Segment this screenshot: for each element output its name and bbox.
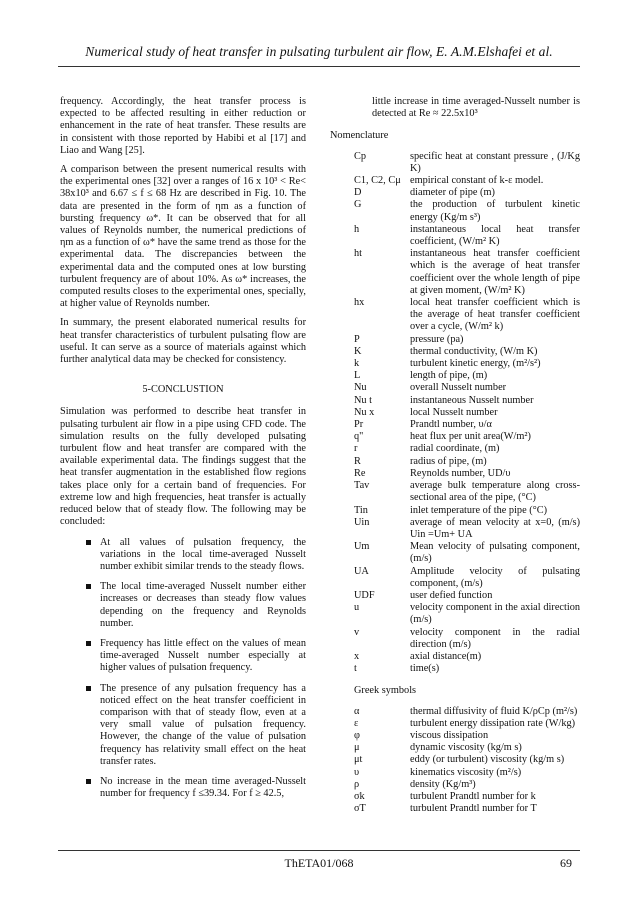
left-column	[60, 96, 306, 808]
paragraph: frequency. Accordingly, the heat transfer process is expected to be affected resulting in either reduction or enhancement in the rate of heat transfer. These results are in consistent with those reported by Habibi et al [17] and Liao and Wang [25].	[60, 96, 306, 156]
header-rule	[58, 66, 580, 67]
definition: velocity component in the radial direction (m/s)	[410, 626, 580, 650]
nomenclature-row	[354, 431, 580, 443]
nomenclature-row	[354, 395, 580, 407]
symbol: ht	[354, 248, 363, 260]
nomenclature-list	[330, 151, 580, 676]
nomenclature-row	[354, 468, 580, 480]
symbol: P	[354, 333, 360, 345]
section-title: 5-CONCLUSTION	[142, 384, 224, 396]
nomenclature-row	[354, 175, 580, 187]
definition: instantaneous Nusselt number	[410, 394, 534, 406]
nomenclature-row	[354, 517, 580, 541]
definition: turbulent Prandtl number for k	[410, 790, 536, 802]
nomenclature-row	[354, 627, 580, 651]
nomenclature-row	[354, 742, 580, 754]
symbol: L	[354, 370, 361, 382]
symbol: Tav	[354, 480, 370, 492]
conclusion-intro: Simulation was performed to describe heat transfer in pulsating turbulent air flow in a pipe using CFD code. The simulation results on the fully developed pulsating turbulent flow and heat transfer are compared with the available experimental data. The findings suggest that the heat transfer augmentation in the established flow regions takes place only for a certain band of frequencies. For extreme low and high frequencies, heat transfer is actually reduced below that of steady flow. The following may be concluded:	[60, 406, 306, 528]
definition: specific heat at constant pressure , (J/Kg K)	[410, 150, 580, 174]
symbol: q"	[354, 431, 364, 443]
square-bullet-icon	[86, 686, 91, 691]
nomenclature-row	[354, 480, 580, 504]
definition: pressure (pa)	[410, 333, 464, 345]
list-item	[60, 581, 306, 630]
symbol: σk	[354, 790, 365, 802]
nomenclature-row	[354, 334, 580, 346]
definition: Amplitude velocity of pulsating component, (m/s)	[410, 565, 580, 589]
nomenclature-row	[354, 718, 580, 730]
conclusion-list	[60, 537, 306, 801]
nomenclature-row	[354, 566, 580, 590]
list-item-text: The local time-averaged Nusselt number either increases or decreases than steady flow values depending on the frequency and Reynolds number.	[100, 581, 306, 629]
nomenclature-row	[354, 370, 580, 382]
nomenclature-row	[354, 541, 580, 565]
greek-symbols-title: Greek symbols	[354, 685, 417, 697]
symbol: υ	[354, 766, 360, 778]
symbol: φ	[354, 729, 360, 741]
footer-label: ThETA01/068	[284, 856, 354, 870]
definition: heat flux per unit area(W/m²)	[410, 431, 531, 443]
symbol: R	[354, 455, 361, 467]
nomenclature-row	[354, 803, 580, 815]
list-item-text: No increase in the mean time averaged-Nusselt number for frequency f ≤39.34. For f ≥ 42.5,	[100, 775, 306, 800]
definition: turbulent Prandtl number for T	[410, 803, 537, 815]
definition: instantaneous local heat transfer coefficient, (W/m² K)	[410, 223, 580, 248]
running-header: Numerical study of heat transfer in pulsating turbulent air flow, E. A.M.Elshafei et al.	[85, 44, 553, 59]
definition: thermal conductivity, (W/m K)	[410, 345, 538, 357]
nomenclature-row	[354, 187, 580, 199]
definition: eddy (or turbulent) viscosity (kg/m s)	[410, 754, 565, 766]
definition: user defied function	[410, 589, 493, 601]
symbol: UA	[354, 565, 369, 577]
paragraph: In summary, the present elaborated numerical results for heat transfer characteristics of turbulent pulsating flow are useful. It can serve as a source of materials against which further analytical data may be checked for consistency.	[60, 317, 306, 366]
symbol: ε	[354, 717, 359, 729]
symbol: Um	[354, 541, 370, 553]
conclusion-continuation: little increase in time averaged-Nusselt number is detected at Re ≈ 22.5x10³	[372, 96, 580, 120]
definition: dynamic viscosity (kg/m s)	[410, 742, 522, 754]
square-bullet-icon	[86, 779, 91, 784]
symbol: Nu x	[354, 406, 375, 418]
definition: velocity component in the axial direction (m/s)	[410, 602, 580, 626]
symbol: σT	[354, 803, 366, 815]
list-item	[60, 638, 306, 675]
symbol: ρ	[354, 778, 360, 790]
list-item-text: At all values of pulsation frequency, the variations in the local time-averaged Nusselt number exhibit similar trends to the steady flows.	[100, 536, 306, 572]
definition: kinematics viscosity (m²/s)	[410, 766, 522, 778]
symbol: Nu	[354, 382, 367, 394]
symbol: Tin	[354, 504, 368, 516]
nomenclature-title: Nomenclature	[330, 130, 389, 142]
symbol: Nu t	[354, 394, 373, 406]
paragraph: A comparison between the present numerical results with the experimental ones [32] over a ranges of 16 x 10³ < Re< 38x10³ and 6.67 ≤ f ≤ 68 Hz are described in Fig. 10. The data are presented in the form of ηm as a function of bursting frequency ω*. It can be observed that for all values of Reynolds number, the numerical predictions of ηm as a function of ω* have the same trend as those for the experimental data. The discrepancies between the experimental data and the computed ones at low bursting turbulent frequency are of about 10%. As ω* increases, the computed results closes to the experimental ones, specially, at higher value of Reynolds number.	[60, 164, 306, 310]
symbol: Pr	[354, 419, 364, 431]
list-item	[60, 776, 306, 800]
nomenclature-row	[354, 297, 580, 334]
definition: turbulent energy dissipation rate (W/kg)	[410, 717, 576, 729]
definition: inlet temperature of the pipe (°C)	[410, 504, 548, 516]
definition: radius of pipe, (m)	[410, 455, 487, 467]
definition: instantaneous heat transfer coefficient which is the average of heat transfer coefficient over the whole length of pipe at given moment, (W/m² K)	[410, 248, 580, 296]
symbol: k	[354, 358, 360, 370]
nomenclature-row	[354, 602, 580, 626]
nomenclature-row	[354, 730, 580, 742]
list-item	[60, 683, 306, 768]
nomenclature-row	[354, 505, 580, 517]
definition: overall Nusselt number	[410, 382, 507, 394]
definition: thermal diffusivity of fluid K/ρCp (m²/s)	[410, 705, 578, 717]
symbol: Cp	[354, 150, 367, 162]
greek-symbols-list	[330, 706, 580, 816]
definition: radial coordinate, (m)	[410, 443, 500, 455]
nomenclature-row	[354, 407, 580, 419]
list-item	[60, 537, 306, 574]
definition: Prandtl number, υ/α	[410, 419, 492, 431]
nomenclature-row	[354, 779, 580, 791]
definition: density (Kg/m³)	[410, 778, 476, 790]
definition: turbulent kinetic energy, (m²/s²)	[410, 358, 541, 370]
symbol: K	[354, 345, 362, 357]
page-number: 69	[560, 856, 572, 870]
symbol: μ	[354, 742, 360, 754]
symbol: D	[354, 187, 362, 199]
nomenclature-row	[354, 151, 580, 175]
nomenclature-row	[354, 346, 580, 358]
definition: empirical constant of k-ε model.	[410, 175, 544, 187]
nomenclature-row	[354, 767, 580, 779]
nomenclature-row	[354, 358, 580, 370]
symbol: h	[354, 223, 360, 235]
symbol: Re	[354, 467, 366, 479]
definition: length of pipe, (m)	[410, 370, 488, 382]
square-bullet-icon	[86, 540, 91, 545]
definition: viscous dissipation	[410, 729, 489, 741]
definition: the production of turbulent kinetic energy (Kg/m s³)	[410, 199, 580, 223]
nomenclature-row	[354, 663, 580, 675]
definition: Mean velocity of pulsating component, (m/s)	[410, 541, 580, 565]
nomenclature-row	[354, 443, 580, 455]
nomenclature-row	[354, 248, 580, 297]
nomenclature-row	[354, 791, 580, 803]
definition: average bulk temperature along cross-sectional area of the pipe, (°C)	[410, 480, 580, 504]
nomenclature-row	[354, 419, 580, 431]
nomenclature-row	[354, 382, 580, 394]
symbol: u	[354, 602, 360, 614]
square-bullet-icon	[86, 641, 91, 646]
symbol: Uin	[354, 516, 370, 528]
list-item-text: The presence of any pulsation frequency has a noticed effect on the heat transfer coefficient in comparison with that of steady flow, even at a very small value of pulsation frequency. However, the change of the value of pulsation frequency has relativity small effect on the heat transfer rates.	[100, 682, 306, 767]
symbol: μt	[354, 754, 363, 766]
definition: time(s)	[410, 663, 440, 675]
nomenclature-row	[354, 590, 580, 602]
nomenclature-row	[354, 754, 580, 766]
list-item-text: Frequency has little effect on the values of mean time-averaged Nusselt number especially at higher values of pulsation frequency.	[100, 637, 306, 674]
nomenclature-row	[354, 199, 580, 223]
definition: local Nusselt number	[410, 406, 498, 418]
symbol: t	[354, 663, 357, 675]
definition: Reynolds number, UD/υ	[410, 467, 511, 479]
nomenclature-row	[354, 456, 580, 468]
definition: local heat transfer coefficient which is the average of heat transfer coefficient over a cycle, (W/m² k)	[410, 297, 580, 333]
symbol: r	[354, 443, 358, 455]
nomenclature-row	[354, 224, 580, 248]
nomenclature-row	[354, 651, 580, 663]
definition: average of mean velocity at x=0, (m/s) Uin =Um+ UA	[410, 516, 580, 540]
symbol: x	[354, 650, 360, 662]
symbol: α	[354, 705, 360, 717]
symbol: UDF	[354, 589, 375, 601]
symbol: G	[354, 199, 362, 211]
right-column	[330, 96, 580, 815]
symbol: v	[354, 626, 360, 638]
square-bullet-icon	[86, 584, 91, 589]
definition: diameter of pipe (m)	[410, 187, 495, 199]
nomenclature-row	[354, 706, 580, 718]
symbol: hx	[354, 297, 365, 309]
definition: axial distance(m)	[410, 650, 482, 662]
footer-rule	[58, 850, 580, 851]
symbol: C1, C2, Cμ	[354, 175, 401, 187]
